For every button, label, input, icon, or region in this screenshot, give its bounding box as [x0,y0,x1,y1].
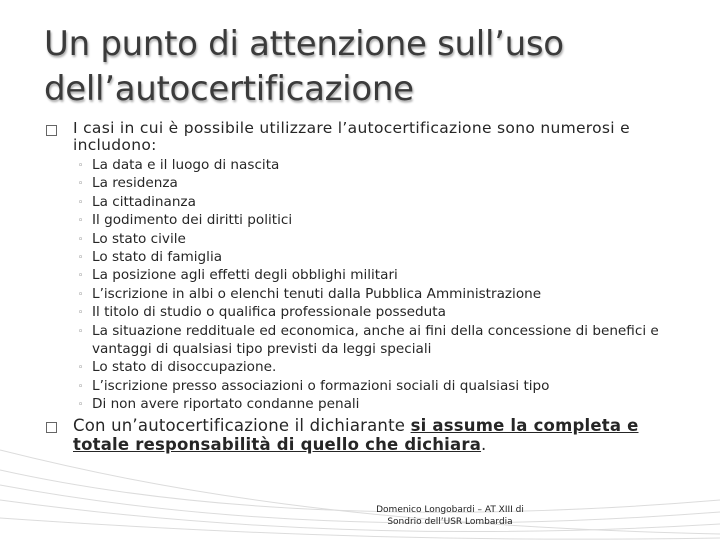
circle-bullet-icon: ◦ [78,179,84,190]
list-item-label: L’iscrizione in albi o elenchi tenuti dalla Pubblica Amministrazione [92,285,542,302]
cases-list [80,156,680,414]
list-item-label: Lo stato di famiglia [92,249,223,266]
list-item-label: La cittadinanza [92,193,196,210]
list-item-label: La posizione agli effetti degli obblighi militari [92,267,398,284]
footer-line-2: Sondrio dell’USR Lombardia [387,517,513,527]
circle-bullet-icon: ◦ [78,161,84,171]
list-item-label: La residenza [92,175,178,192]
list-item-label: L’iscrizione presso associazioni o formazioni sociali di qualsiasi tipo [92,377,550,394]
title-line-1: Un punto di attenzione sull’uso [44,24,564,64]
circle-bullet-icon: ◦ [78,326,84,337]
footer-line-1: Domenico Longobardi – AT XIII di [376,505,524,515]
list-item-label: Di non avere riportato condanne penali [92,396,360,413]
list-item [80,358,680,376]
list-item [80,285,680,303]
bullet-box-icon [46,125,57,136]
list-item [80,266,680,284]
intro-paragraph: I casi in cui è possibile utilizzare l’autocertificazione sono numerosi e includono: [73,119,630,154]
circle-bullet-icon: ◦ [78,197,84,208]
closing-emphasis: si assume la completa e totale responsabilità di quello che dichiara [73,416,639,454]
list-item-label: Lo stato civile [92,230,186,247]
list-item [80,322,680,359]
list-item-label: Lo stato di disoccupazione. [92,359,277,376]
list-item [80,174,680,192]
list-item-label: Il godimento dei diritti politici [92,212,293,229]
list-item [80,377,680,395]
closing-prefix: Con un’autocertificazione il dichiarante [73,416,411,435]
circle-bullet-icon: ◦ [78,253,84,264]
list-item [80,248,680,266]
circle-bullet-icon: ◦ [78,308,84,319]
title-line-2: dell’autocertificazione [44,69,414,109]
list-item-label: La data e il luogo di nascita [92,157,280,173]
circle-bullet-icon: ◦ [78,400,84,411]
list-item [80,230,680,248]
footer-credit [355,504,545,528]
circle-bullet-icon: ◦ [78,234,84,245]
list-item [80,303,680,321]
list-item [80,156,680,174]
list-item-label: Il titolo di studio o qualifica professionale posseduta [92,304,446,321]
circle-bullet-icon: ◦ [78,289,84,300]
circle-bullet-icon: ◦ [78,363,84,374]
list-item [80,193,680,211]
circle-bullet-icon: ◦ [78,271,84,282]
list-item-label: La situazione reddituale ed economica, anche ai fini della concessione di benefici e vantaggi di qualsiasi tipo previsti da leggi speciali [92,322,659,358]
page-title [44,22,684,112]
list-item [80,211,680,229]
list-item [80,395,680,413]
closing-paragraph [73,416,693,454]
circle-bullet-icon: ◦ [78,216,84,227]
circle-bullet-icon: ◦ [78,381,84,392]
closing-suffix: . [481,435,487,454]
bullet-box-icon [46,422,57,433]
